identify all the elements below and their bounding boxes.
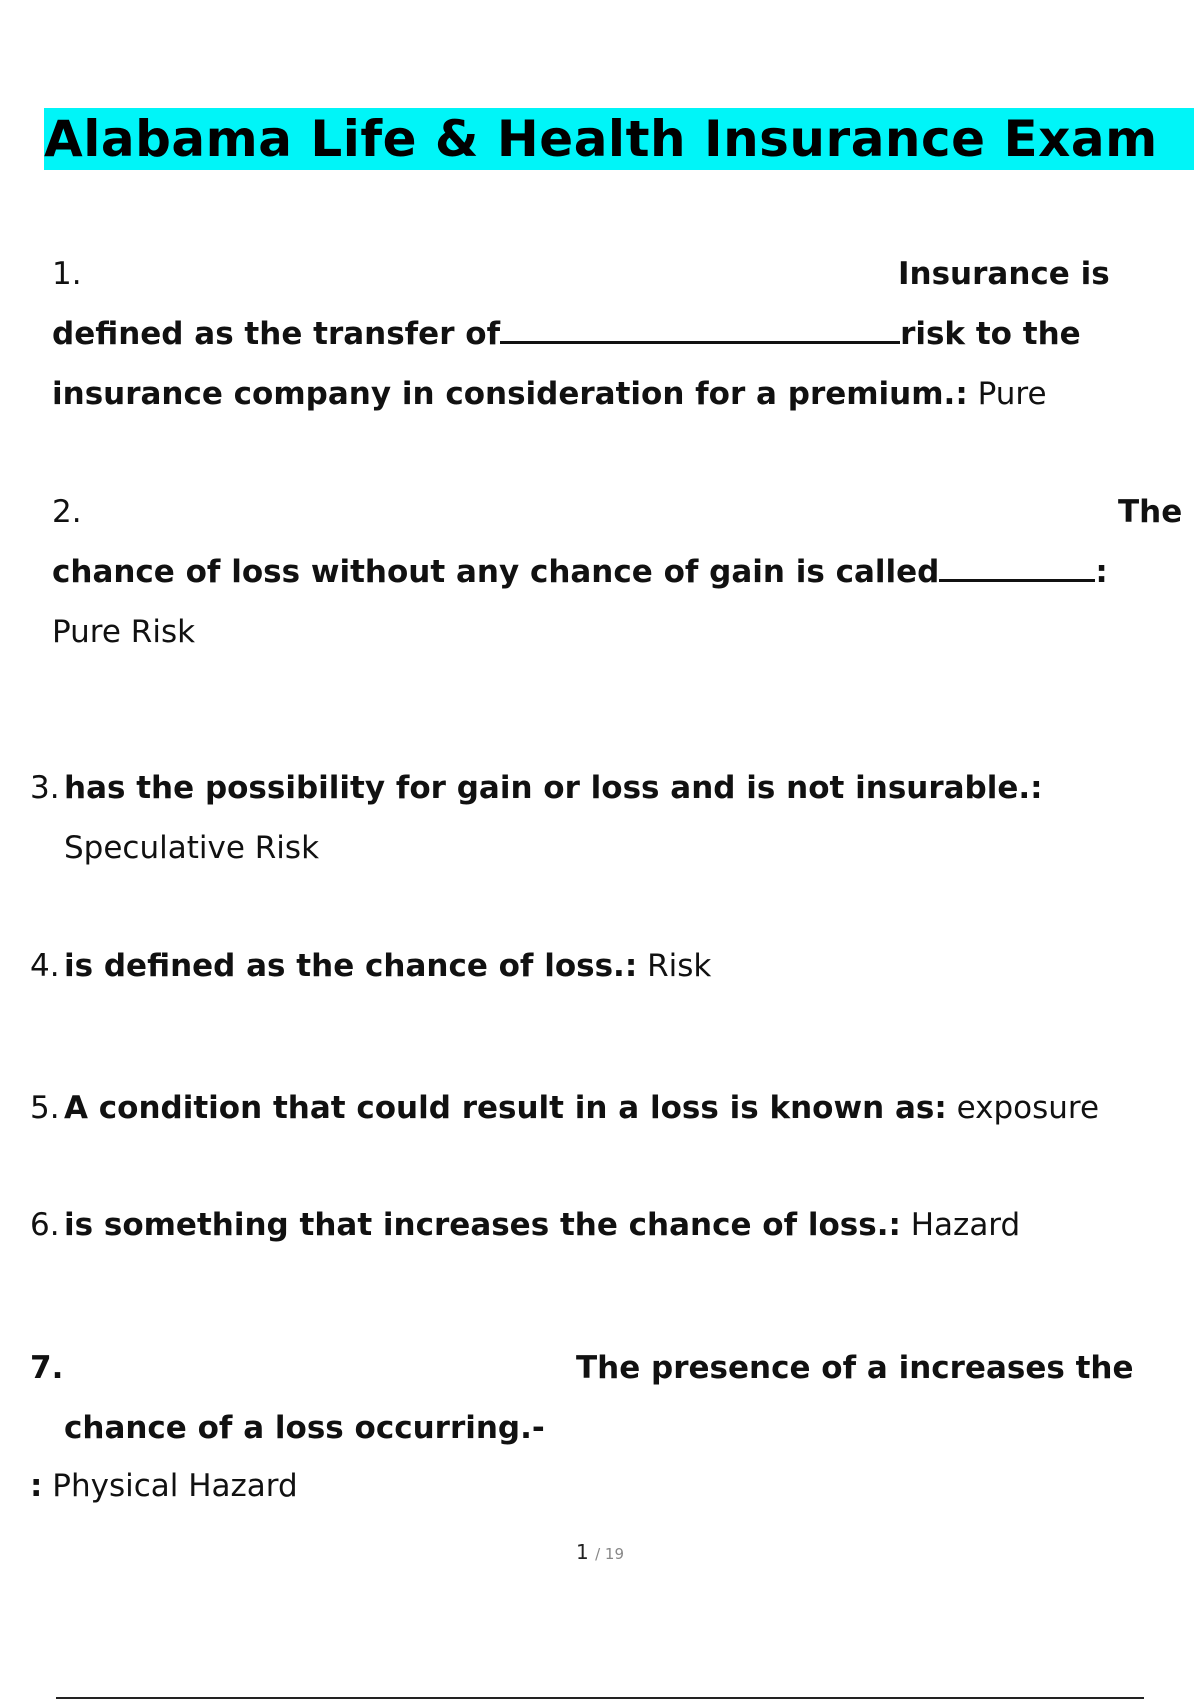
question-prompt-line (52, 552, 1108, 592)
footer-divider (56, 1697, 1144, 1699)
question-prompt: A condition that could result in a loss is known as: (64, 1090, 947, 1126)
question-answer: Pure Risk (52, 614, 196, 650)
question-prompt: is defined as the chance of loss.: (64, 948, 638, 984)
question-answer-line (30, 1466, 298, 1506)
question-number: 7. (30, 1350, 64, 1386)
question-line (64, 1205, 1020, 1245)
question-prompt: risk to the (900, 316, 1081, 352)
question-answer: Physical Hazard (52, 1468, 298, 1504)
question-prompt: Insurance is (898, 256, 1110, 292)
question-colon: : (1095, 554, 1108, 590)
question-answer: Risk (647, 948, 712, 984)
question-number: 5. (30, 1090, 60, 1126)
page-indicator (0, 1540, 1200, 1564)
question-number: 2. (52, 494, 82, 530)
question-prompt: chance of a loss occurring.- (64, 1410, 545, 1446)
document-title: Alabama Life & Health Insurance Exam (44, 108, 1194, 170)
question-prompt: The (1118, 494, 1183, 530)
question-prompt: The presence of a increases the (576, 1350, 1134, 1386)
answer-blank (939, 553, 1095, 582)
question-number: 6. (30, 1207, 60, 1243)
question-answer: Speculative Risk (64, 830, 320, 866)
question-prompt: defined as the transfer of (52, 316, 501, 352)
question-prompt-line (52, 374, 1047, 414)
question-answer: exposure (956, 1090, 1100, 1126)
question-prompt: has the possibility for gain or loss and is not insurable.: (64, 770, 1043, 806)
question-prompt: is something that increases the chance of loss.: (64, 1207, 901, 1243)
question-line (64, 946, 711, 986)
question-prompt: insurance company in consideration for a premium.: (52, 376, 968, 412)
page-current: 1 (575, 1540, 589, 1564)
question-number: 3. (30, 770, 60, 806)
question-answer: Pure (977, 376, 1047, 412)
question-colon: : (30, 1468, 43, 1504)
question-prompt-line (52, 314, 1081, 354)
question-number: 1. (52, 256, 82, 292)
question-answer: Hazard (910, 1207, 1021, 1243)
page-total: / 19 (595, 1545, 624, 1563)
question-prompt: chance of loss without any chance of gain is called (52, 554, 940, 590)
answer-blank (500, 315, 900, 344)
question-line (64, 1088, 1099, 1128)
question-number: 4. (30, 948, 60, 984)
